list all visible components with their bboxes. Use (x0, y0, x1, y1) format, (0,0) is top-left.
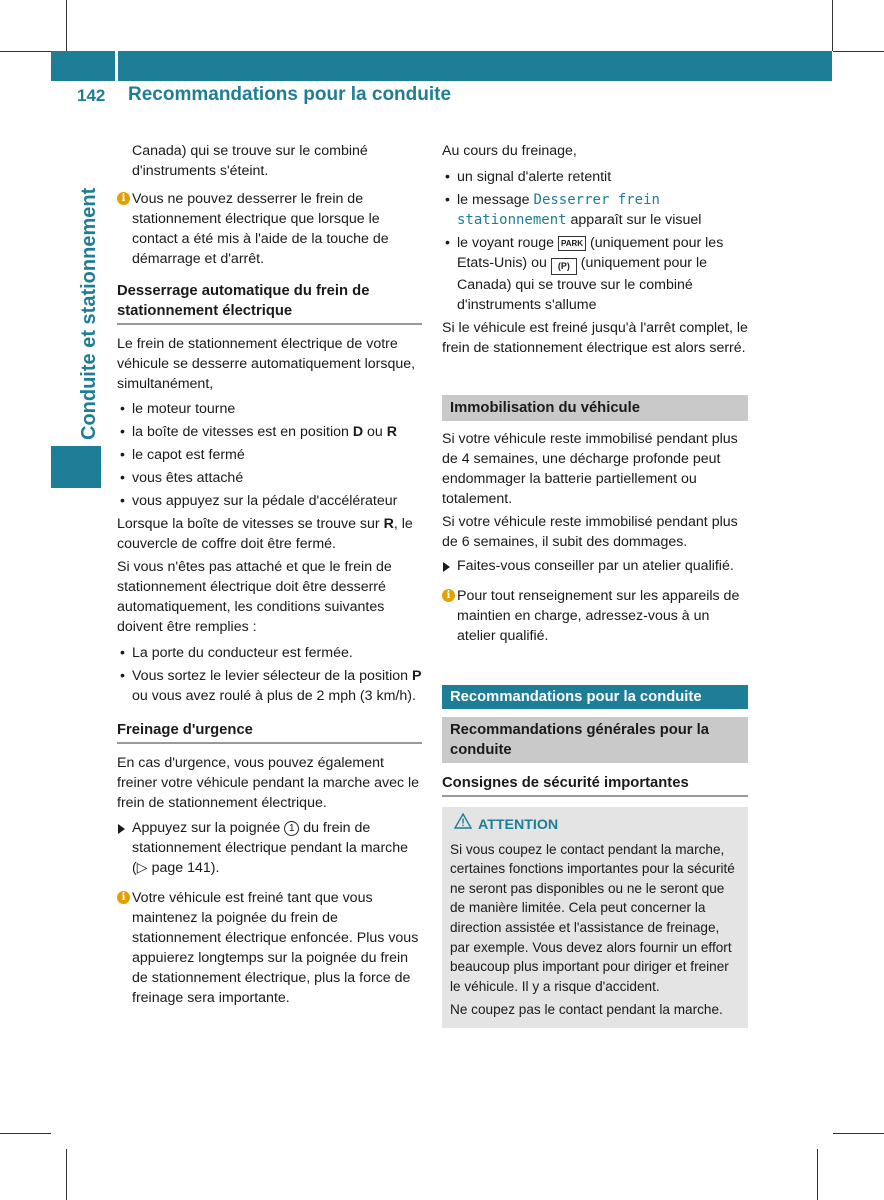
list-item-text: le voyant rouge (457, 235, 555, 251)
paragraph: Si votre véhicule reste immobilisé pendant plus de 4 semaines, une décharge profonde peut endommager la batterie partiellement ou totalement. (442, 431, 738, 507)
info-text: Vous ne pouvez desserrer le frein de stationnement électrique que lorsque le contact a été mis à l'aide de la touche de démarrage et d'arrêt. (132, 191, 389, 267)
paragraph: Si votre véhicule reste immobilisé pendant plus de 6 semaines, il subit des dommages. (442, 514, 738, 550)
list-item: • La porte du conducteur est fermée. (117, 643, 422, 663)
paragraph: Le frein de stationnement électrique de votre véhicule se desserre automatiquement lorsque, simultanément, (117, 336, 416, 392)
info-icon: i (442, 589, 455, 602)
subsection-heading-band: Recommandations générales pour la conduite (442, 717, 748, 763)
warning-text: Ne coupez pas le contact pendant la marche. (450, 1002, 723, 1018)
gear-r: R (386, 424, 398, 440)
column-right (442, 141, 748, 1028)
section-heading: Desserrage automatique du frein de stationnement électrique (117, 281, 422, 325)
side-tab (51, 446, 101, 488)
crop-mark (0, 51, 51, 52)
list-item-text: Vous sortez le levier sélecteur de la position (132, 668, 409, 684)
step-text: Faites-vous conseiller par un atelier qualifié. (457, 558, 734, 574)
crop-mark (833, 1133, 884, 1134)
list-item: • le capot est fermé (117, 445, 422, 465)
paragraph: Si vous n'êtes pas attaché et que le frein de stationnement électrique doit être desserré automatiquement, les conditions suivantes doivent être remplies : (117, 559, 392, 635)
list-item-text: (uniquement pour le Canada) qui se trouve sur le combiné d'instruments s'allume (457, 255, 707, 313)
instruction-step (117, 818, 422, 878)
list-item-text: ou vous avez roulé à plus de 2 mph (3 km/h). (132, 688, 416, 704)
page-number: 142 (77, 86, 106, 105)
instruction-step (442, 556, 748, 576)
crop-mark (0, 1133, 51, 1134)
list-item-text: (uniquement pour les Etats-Unis) ou (457, 235, 724, 271)
header-divider (116, 51, 118, 111)
crop-mark (66, 1149, 67, 1200)
section-heading: Consignes de sécurité importantes (442, 773, 748, 797)
info-note (117, 888, 422, 1008)
list-item (117, 422, 422, 442)
list-item-text: le message (457, 192, 530, 208)
list-item: • vous êtes attaché (117, 468, 422, 488)
info-text: Pour tout renseignement sur les appareils de maintien en charge, adressez-vous à un atelier qualifié. (457, 588, 740, 644)
info-note (442, 586, 748, 646)
list-item: • vous appuyez sur la pédale d'accélérateur (117, 491, 422, 511)
side-label: Conduite et stationnement (78, 187, 100, 440)
parking-brake-indicator-icon: (P) (551, 258, 577, 275)
paragraph-text: Lorsque la boîte de vitesses se trouve sur (117, 516, 380, 532)
gear-r: R (383, 516, 394, 532)
arrow-step-icon (443, 562, 450, 572)
crop-mark (66, 0, 67, 51)
paragraph: Au cours du freinage, (442, 143, 577, 159)
info-text: Votre véhicule est freiné tant que vous maintenez la poignée du frein de stationnement électrique enfoncée. Plus vous appuierez longtemps sur la poignée du frein de stationnement électrique, plus la force de freinage sera importante. (132, 890, 419, 1006)
gear-p: P (411, 668, 422, 684)
paragraph: En cas d'urgence, vous pouvez également freiner votre véhicule pendant la marche avec le frein de stationnement électrique. (117, 755, 420, 811)
section-heading: Freinage d'urgence (117, 720, 422, 744)
paragraph: Si le véhicule est freiné jusqu'à l'arrêt complet, le frein de stationnement électrique est alors serré. (442, 320, 748, 356)
list-item-text: la boîte de vitesses est en position (132, 424, 349, 440)
list-item-text: ou (367, 424, 383, 440)
display-message: Desserrer frein stationnement (457, 192, 660, 228)
page-reference: (▷ page 141). (132, 860, 220, 876)
paragraph: Canada) qui se trouve sur le combiné d'instruments s'éteint. (132, 143, 368, 179)
list-item (117, 666, 422, 706)
list-item: • le moteur tourne (117, 399, 422, 419)
gear-d: D (352, 424, 364, 440)
section-heading-band: Recommandations pour la conduite (442, 685, 748, 709)
paragraph (117, 514, 422, 554)
warning-title (450, 813, 740, 836)
info-icon: i (117, 891, 130, 904)
warning-box (442, 807, 748, 1028)
list-item: • un signal d'alerte retentit (442, 167, 748, 187)
section-heading-band: Immobilisation du véhicule (442, 395, 748, 421)
crop-mark (833, 51, 884, 52)
page-title: Recommandations pour la conduite (128, 84, 452, 105)
crop-mark (832, 0, 833, 51)
warning-text: Si vous coupez le contact pendant la marche, certaines fonctions importantes pour la sécurité ne seront pas disponibles ou ne le seront que de manière limitée. Cela peut concerner la direction assistée et l'assistance de freinage, par exemple. Vous devez alors fournir un effort beaucoup plus important pour diriger et freiner le véhicule. Il y a risque d'accident. (450, 841, 735, 994)
warning-title-text: ATTENTION (478, 817, 559, 833)
info-icon: i (117, 192, 130, 205)
park-indicator-icon: PARK (558, 236, 586, 251)
list-item (442, 190, 748, 230)
info-note (117, 189, 422, 269)
list-item-text: apparaît sur le visuel (570, 212, 702, 228)
step-text: Appuyez sur la poignée (132, 820, 281, 836)
list-item (442, 233, 748, 315)
column-left (117, 141, 422, 1014)
crop-mark (817, 1149, 818, 1200)
warning-triangle-icon (454, 813, 472, 836)
step-text: du frein de stationnement électrique pendant la marche (132, 820, 409, 856)
arrow-step-icon (118, 824, 125, 834)
paragraph-text: , le couvercle de coffre doit être fermé. (117, 516, 413, 552)
callout-number: 1 (284, 821, 299, 836)
